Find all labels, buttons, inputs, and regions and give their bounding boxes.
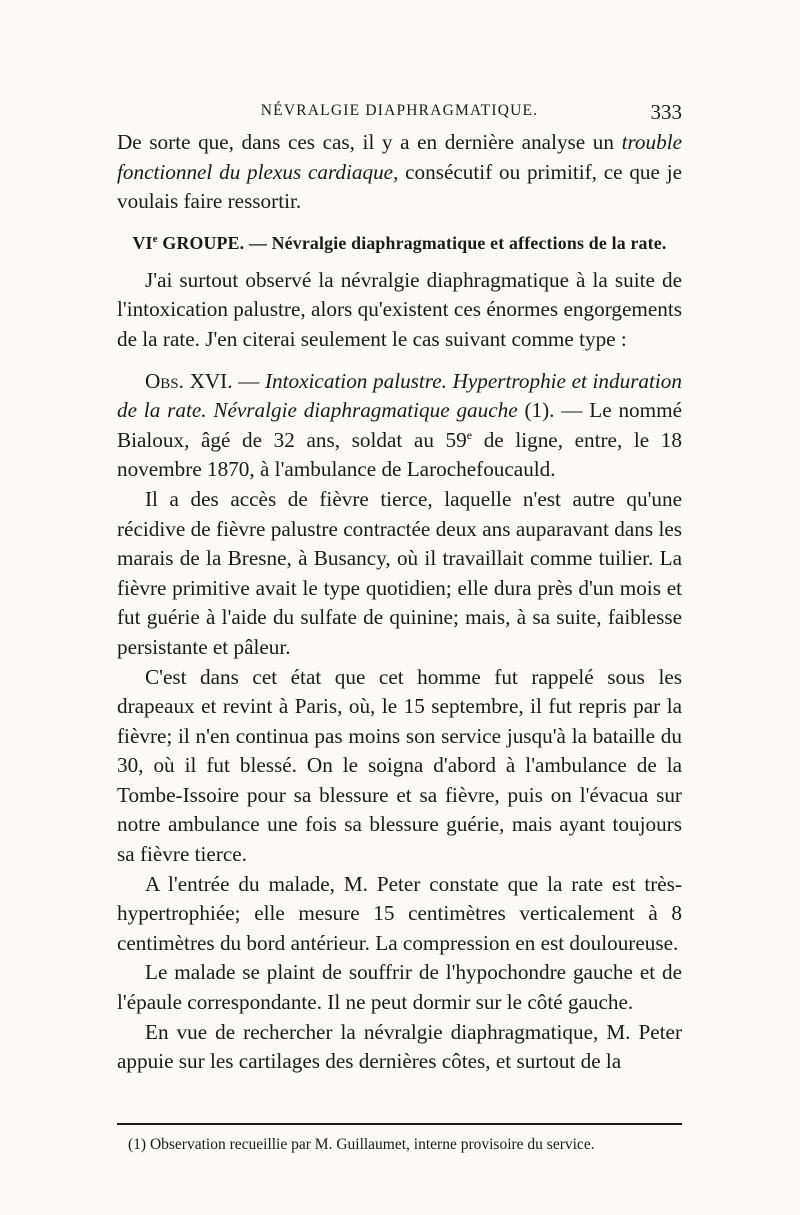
paragraph-3: Il a des accès de fièvre tierce, laquelle n'est autre qu'une récidive de fièvre palustre contractée deux ans auparavant dans les marais de la Bresne, à Busancy, où il travaillait comme tuilier. La fièvre primitive avait le type quotidien; elle dura près d'un mois et fut guérie à l'aide du sulfate de quinine; mais, à sa suite, faiblesse persistante et pâleur. (117, 486, 682, 659)
observation-title: Intoxication palustre. Hypertrophie et induration de la rate. Névralgie diaphragmatique gauche (117, 368, 682, 423)
paragraph-2: J'ai surtout observé la névralgie diaphragmatique à la suite de l'intoxication palustre, alors qu'existent ces énormes engorgements de la rate. J'en citerai seulement le cas suivant comme type : (117, 267, 682, 351)
paragraph-1 (117, 128, 682, 217)
running-title: NÉVRALGIE DIAPHRAGMATIQUE. (260, 102, 539, 119)
running-head (117, 100, 682, 126)
paragraph-5: A l'entrée du malade, M. Peter constate que la rate est très-hypertrophiée; elle mesure 15 centimètres verticalement à 8 centimètres du bord antérieur. La compression en est douloureuse. (117, 871, 682, 955)
paragraph-7: En vue de rechercher la névralgie diaphragmatique, M. Peter appuie sur les cartilages des dernières côtes, et surtout de la (117, 1019, 682, 1074)
observation-sup: e (466, 427, 473, 442)
footnote-marker: (1) (128, 1136, 147, 1153)
paragraph-1-text-end: , consécutif ou primitif, ce que je voulais faire ressortir. (117, 159, 682, 214)
footnote-text: Observation recueillie par M. Guillaumet, interne provisoire du service. (146, 1136, 595, 1153)
paragraph-1-emphasis: trouble fonctionnel du plexus cardiaque (117, 130, 682, 184)
observation-number: XVI. — (183, 368, 265, 393)
paragraph-6: Le malade se plaint de souffrir de l'hypochondre gauche et de l'épaule correspondante. Il ne peut dormir sur le côté gauche. (117, 960, 682, 1015)
observation-text: — Le nommé Bialoux, âgé de 32 ans, soldat au 59 (117, 398, 683, 452)
observation-text-end: de ligne, entre, le 18 novembre 1870, à l'ambulance de Larochefoucauld. (117, 427, 682, 482)
section-heading-text: GROUPE. — Névralgie diaphragmatique et affections de la rate. (157, 232, 667, 253)
footnote-reference: (1). (517, 398, 555, 423)
observation-paragraph (117, 367, 682, 485)
footnote (128, 1134, 682, 1156)
section-heading-roman: VI (132, 232, 153, 253)
section-heading-sup: e (152, 232, 158, 245)
observation-label: Obs. (145, 368, 184, 393)
paragraph-1-text: De sorte que, dans ces cas, il y a en dernière analyse un (117, 130, 622, 154)
body-text (117, 128, 682, 1077)
page-number: 333 (650, 100, 682, 124)
section-heading (117, 231, 682, 256)
footnote-divider (117, 1123, 682, 1125)
paragraph-4: C'est dans cet état que cet homme fut rappelé sous les drapeaux et revint à Paris, où, le 15 septembre, il fut repris par la fièvre; il n'en continua pas moins son service jusqu'à la bataille du 30, où il fut blessé. On le soigna d'abord à l'ambulance de la Tombe-Issoire pour sa blessure et sa fièvre, puis on l'évacua sur notre ambulance une fois sa blessure guérie, mais ayant toujours sa fièvre tierce. (117, 664, 682, 867)
